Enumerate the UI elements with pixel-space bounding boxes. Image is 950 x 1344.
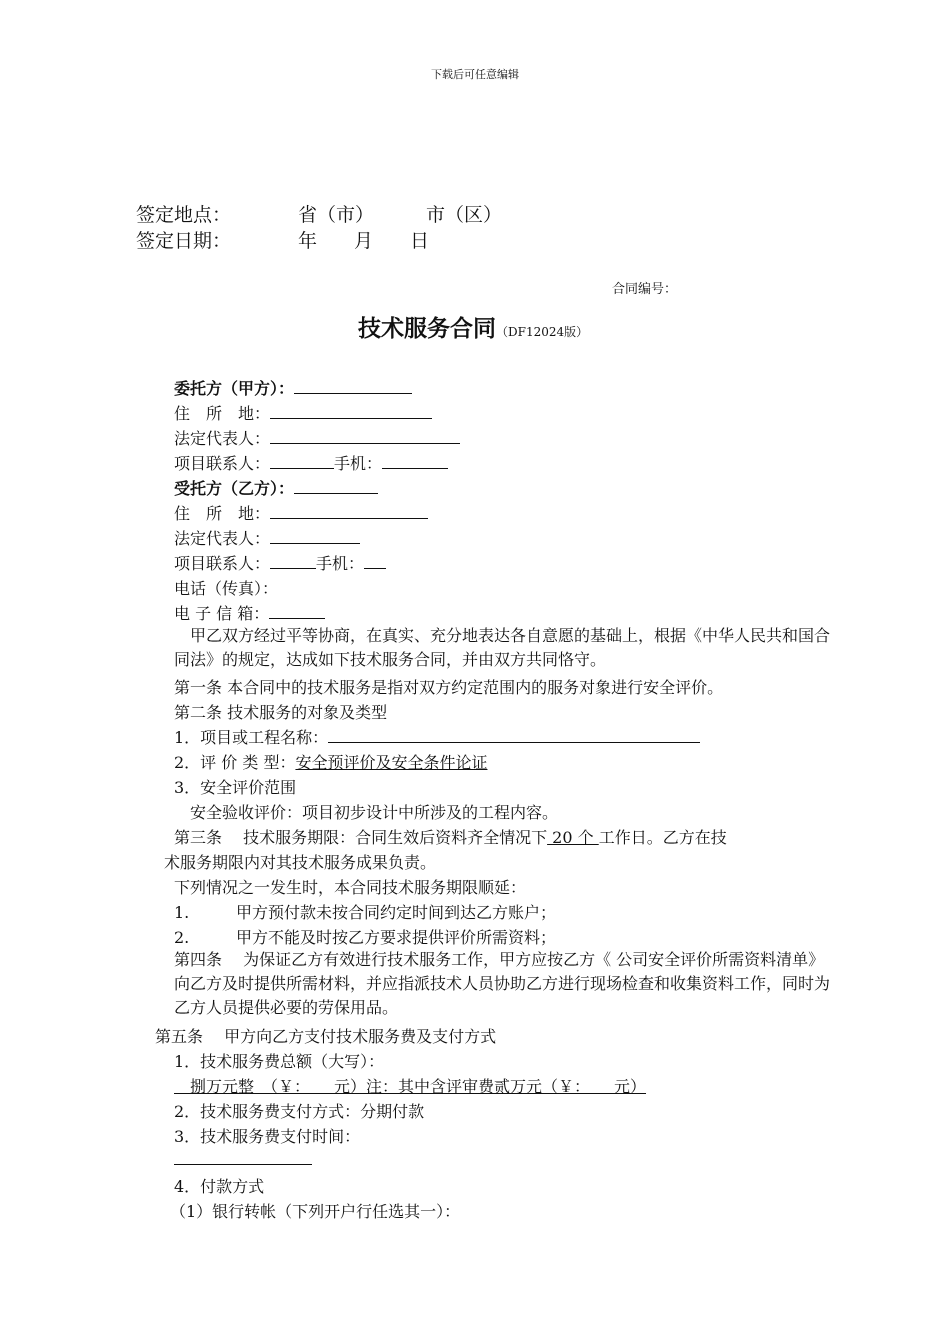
extension-item-2-text: 甲方不能及时按乙方要求提供评价所需资料； bbox=[236, 928, 557, 947]
party-a-name-blank bbox=[294, 379, 412, 394]
party-a-contact-blank bbox=[270, 454, 334, 469]
signing-date-label: 签定日期： bbox=[136, 230, 232, 252]
party-a-address-label: 住 所 地： bbox=[174, 404, 271, 423]
party-a-mobile-blank bbox=[382, 454, 448, 469]
signing-day: 日 bbox=[410, 230, 430, 252]
bank-transfer-line: （1）银行转帐（下列开户行任选其一）： bbox=[170, 1202, 461, 1221]
party-a-legal-rep-blank bbox=[270, 429, 460, 444]
signing-month: 月 bbox=[354, 230, 374, 252]
intro-paragraph: 甲乙双方经过平等协商，在真实、充分地表达各自意愿的基础上，根据《中华人民共和国合同法》的规定，达成如下技术服务合同，并由双方共同恪守。 bbox=[174, 626, 831, 669]
party-a-address-row bbox=[174, 401, 432, 424]
article-3-days: 20 个 bbox=[547, 828, 599, 847]
party-a-address-blank bbox=[270, 404, 432, 419]
signing-city: 市（区） bbox=[426, 204, 503, 226]
party-b-email-blank bbox=[269, 604, 325, 619]
item-1-label: 1．项目或工程名称： bbox=[174, 728, 329, 747]
party-b-email-row bbox=[174, 601, 325, 624]
fee-payment-time-blank bbox=[174, 1150, 312, 1165]
party-a-contact-label: 项目联系人： bbox=[174, 454, 271, 473]
party-b-phone-label: 电话（传真）： bbox=[174, 579, 279, 598]
extension-item-1-number: 1. bbox=[174, 903, 190, 922]
party-b-address-label: 住 所 地： bbox=[174, 504, 271, 523]
item-2-value: 安全预评价及安全条件论证 bbox=[295, 753, 488, 772]
item-3-scope-heading: 3．安全评价范围 bbox=[174, 778, 297, 797]
article-3-line-1 bbox=[174, 825, 727, 848]
party-b-heading bbox=[174, 476, 378, 499]
fee-payment-method: 2．技术服务费支付方式：分期付款 bbox=[174, 1102, 425, 1121]
item-2-evaluation-type bbox=[174, 750, 487, 773]
party-b-name-blank bbox=[294, 479, 378, 494]
party-b-heading-label: 受托方（乙方）： bbox=[174, 479, 295, 498]
party-b-address-row bbox=[174, 501, 428, 524]
party-b-legal-rep-blank bbox=[270, 529, 360, 544]
item-2-label: 2．评 价 类 型： bbox=[174, 753, 296, 772]
article-1: 第一条 本合同中的技术服务是指对双方约定范围内的服务对象进行安全评价。 bbox=[174, 678, 724, 697]
article-4: 第四条 为保证乙方有效进行技术服务工作，甲方应按乙方《 公司安全评价所需资料清单》向乙方及时提供所需材料，并应指派技术人员协助乙方进行现场检查和收集资料工作，同时为乙方人员提供必要的劳保用品。 bbox=[174, 950, 831, 1017]
party-b-email-label: 电 子 信 箱： bbox=[174, 604, 270, 623]
project-name-blank bbox=[328, 728, 700, 743]
article-3-text-a: 第三条 技术服务期限：合同生效后资料齐全情况下 bbox=[174, 828, 548, 847]
article-5-heading: 第五条 甲方向乙方支付技术服务费及支付方式 bbox=[155, 1027, 497, 1046]
document-title bbox=[358, 310, 588, 343]
party-a-mobile-label: 手机： bbox=[334, 454, 383, 473]
extension-intro: 下列情况之一发生时，本合同技术服务期限顺延： bbox=[174, 878, 527, 897]
article-3-text-b: 工作日。乙方在技 bbox=[598, 828, 727, 847]
fee-payment-time-blank-row bbox=[174, 1150, 312, 1169]
party-b-mobile-label: 手机： bbox=[316, 554, 365, 573]
signing-place-row bbox=[136, 200, 503, 227]
party-b-contact-row bbox=[174, 551, 386, 574]
party-a-heading bbox=[174, 376, 412, 399]
party-a-legal-rep-label: 法定代表人： bbox=[174, 429, 271, 448]
page-header-note: 下载后可任意编辑 bbox=[431, 68, 519, 81]
title-main: 技术服务合同 bbox=[358, 315, 496, 342]
payment-method-heading: 4．付款方式 bbox=[174, 1177, 265, 1196]
article-2-heading: 第二条 技术服务的对象及类型 bbox=[174, 703, 388, 722]
signing-province: 省（市） bbox=[298, 204, 375, 226]
fee-total-amount: 捌万元整 （￥： 元）注：其中含评审费贰万元（￥： 元） bbox=[174, 1077, 647, 1096]
extension-item-1-text: 甲方预付款未按合同约定时间到达乙方账户； bbox=[236, 903, 557, 922]
party-b-mobile-blank bbox=[364, 554, 386, 569]
signing-place-label: 签定地点： bbox=[136, 204, 232, 226]
fee-total-label: 1．技术服务费总额（大写）： bbox=[174, 1052, 385, 1071]
signing-year: 年 bbox=[298, 230, 318, 252]
party-b-contact-label: 项目联系人： bbox=[174, 554, 271, 573]
signing-date-row bbox=[136, 226, 430, 253]
fee-payment-time: 3．技术服务费支付时间： bbox=[174, 1127, 361, 1146]
party-b-legal-rep-row bbox=[174, 526, 360, 549]
item-1-project-name bbox=[174, 725, 700, 748]
party-b-phone-row bbox=[174, 576, 278, 599]
title-version: （DF12024版） bbox=[496, 325, 589, 339]
party-b-legal-rep-label: 法定代表人： bbox=[174, 529, 271, 548]
party-a-legal-rep-row bbox=[174, 426, 460, 449]
contract-number-label: 合同编号： bbox=[612, 282, 678, 297]
party-a-contact-row bbox=[174, 451, 448, 474]
extension-item-1 bbox=[174, 900, 556, 923]
extension-item-2-number: 2. bbox=[174, 928, 190, 947]
article-3-line-2: 术服务期限内对其技术服务成果负责。 bbox=[164, 853, 437, 872]
party-b-address-blank bbox=[270, 504, 428, 519]
extension-item-2 bbox=[174, 925, 556, 948]
party-a-heading-label: 委托方（甲方）： bbox=[174, 379, 295, 398]
scope-description: 安全验收评价：项目初步设计中所涉及的工程内容。 bbox=[174, 803, 559, 822]
party-b-contact-blank bbox=[270, 554, 316, 569]
